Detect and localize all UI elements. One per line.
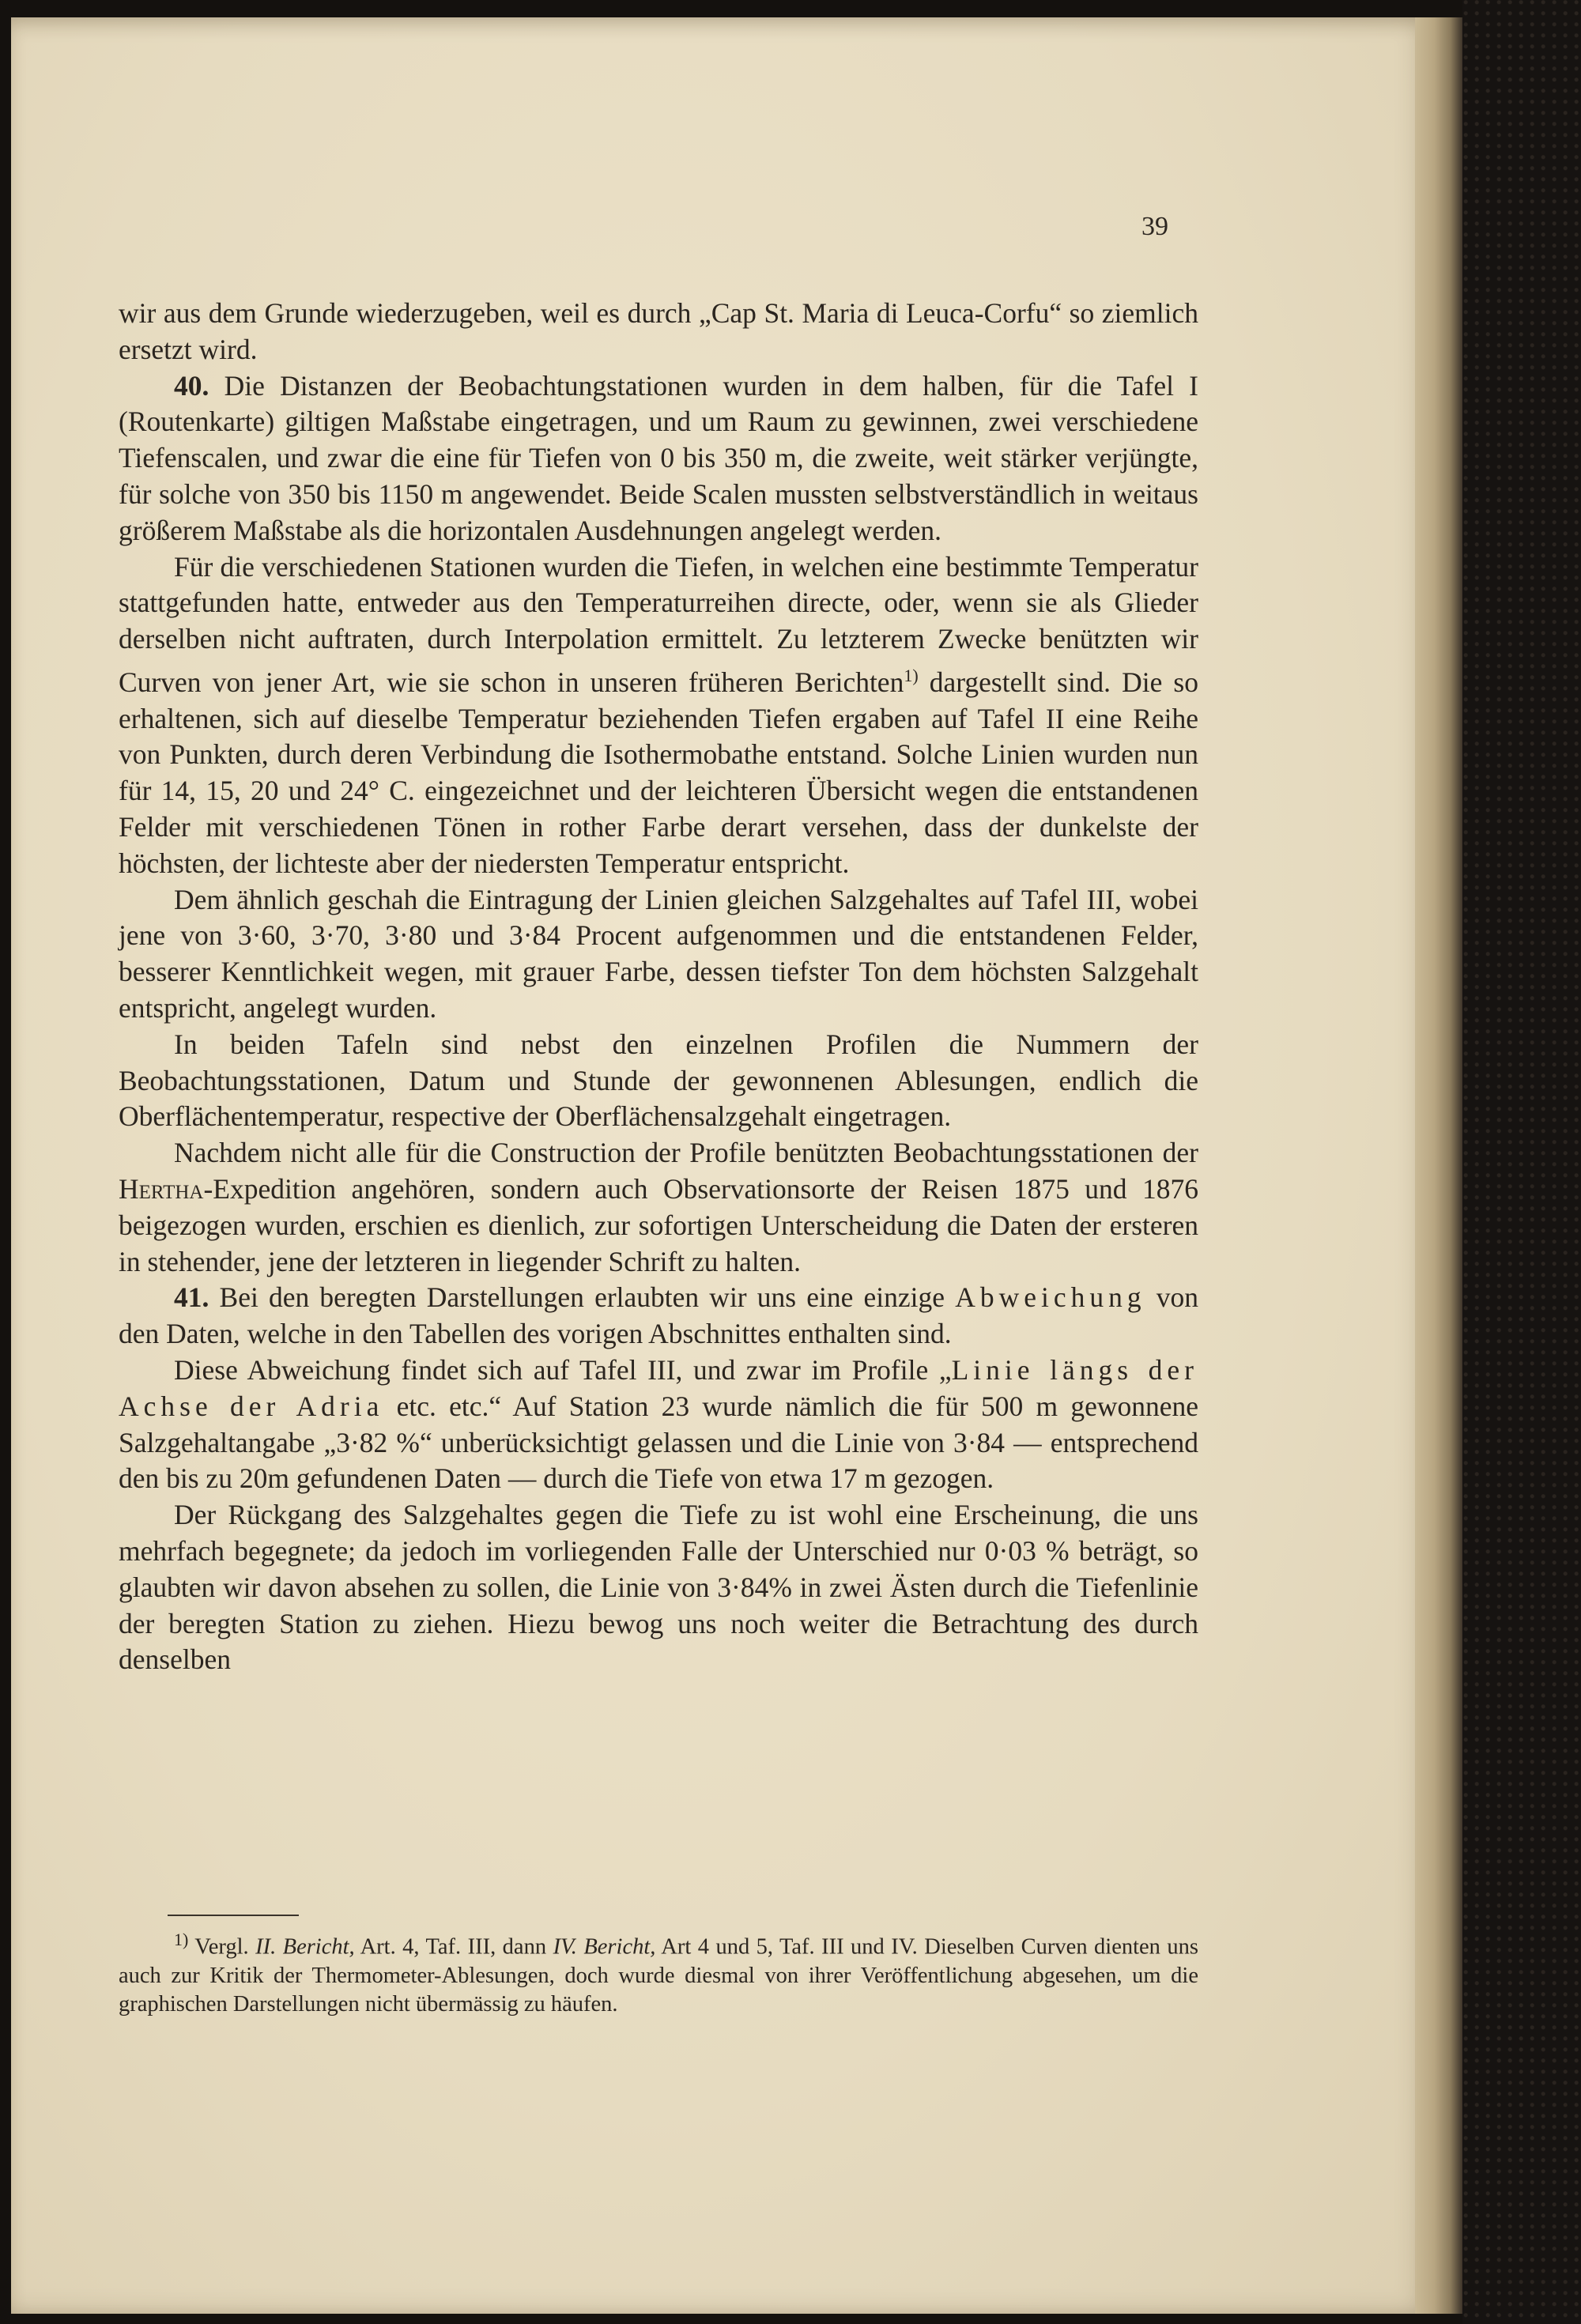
paragraph-construction bbox=[119, 1135, 1198, 1280]
book-cover-edge bbox=[1462, 0, 1581, 2324]
footnote-text: Art 4 und 5, Taf. III und IV. Dieselben Curven dienten uns auch zur Kritik der Thermometer-Ablesungen, doch wurde diesmal von ihrer Veröffentlichung abgesehen, um die graphischen Darstellungen nicht übermässig zu häufen. bbox=[119, 1934, 1198, 2017]
footnote-reference: II. Bericht, bbox=[255, 1934, 355, 1960]
paragraph-deviation bbox=[119, 1353, 1198, 1497]
paragraph-text: etc. etc.“ Auf Station 23 wurde nämlich die für 500 m gewonnene Salzgehaltangabe „3·82 %“ unberücksichtigt gelassen und die Linie von 3·84 — entsprechend den bis zu 20m gefundenen Daten — durch die Tiefe von etwa 17 m gezogen. bbox=[119, 1390, 1199, 1495]
body-text bbox=[119, 296, 1198, 1678]
paragraph-text: wir aus dem Grunde wiederzugeben, weil es durch „Cap St. Maria di Leuca-Corfu“ so ziemlich ersetzt wird. bbox=[119, 297, 1198, 365]
paragraph-text: -Expedition angehören, sondern auch Observationsorte der Reisen 1875 und 1876 beigezogen wurden, erschien es dienlich, zur sofortigen Unterscheidung die Daten der ersteren in stehender, jene der letzteren in liegender Schrift zu halten. bbox=[119, 1172, 1198, 1277]
paragraph-stations bbox=[119, 549, 1198, 882]
paragraph-section-40 bbox=[119, 368, 1198, 549]
section-number: 40. bbox=[174, 369, 209, 402]
footnote-label: 1) bbox=[174, 1930, 189, 1949]
paragraph-text: Der Rückgang des Salzgehaltes gegen die Tiefe zu ist wohl eine Erscheinung, die uns mehrfach begegnete; da jedoch im vorliegenden Falle der Unterschied nur 0·03 % beträgt, so glaubten wir davon absehen zu sollen, die Linie von 3·84% in zwei Ästen durch die Tiefenlinie der beregten Station zu ziehen. Hiezu bewog uns noch weiter die Betrachtung des durch denselben bbox=[119, 1499, 1198, 1676]
paragraph-profiles bbox=[119, 1027, 1198, 1135]
ship-name-hertha: Hertha bbox=[119, 1172, 204, 1205]
footnote-reference: IV. Bericht, bbox=[553, 1934, 656, 1960]
paragraph-text: dargestellt sind. Die so erhaltenen, sich auf dieselbe Temperatur beziehenden Tiefen ergaben auf Tafel II eine Reihe von Punkten, durch deren Verbindung die Isothermobathe entstand. Solche Linien wurden nun für 14, 15, 20 und 24° C. eingezeichnet und der leichteren Übersicht wegen die entstandenen Felder mit verschiedenen Tönen in rother Farbe derart versehen, dass der dunkelste der höchsten, der lichteste aber der niedersten Temperatur entspricht. bbox=[119, 666, 1198, 879]
paragraph-text: von den Daten, welche in den Tabellen des vorigen Abschnittes enthalten sind. bbox=[119, 1281, 1199, 1350]
paragraph-decline bbox=[119, 1497, 1198, 1678]
page-number: 39 bbox=[1141, 212, 1168, 241]
paragraph-text: In beiden Tafeln sind nebst den einzelnen Profilen die Nummern der Beobachtungsstationen, Datum und Stunde der gewonnenen Ablesungen, endlich die Oberflächentemperatur, respective der Oberflächensalzgehalt eingetragen. bbox=[119, 1028, 1198, 1133]
footnote-text: Vergl. bbox=[194, 1934, 249, 1960]
paragraph-section-41 bbox=[119, 1280, 1198, 1353]
paragraph-text: Für die verschiedenen Stationen wurden die Tiefen, in welchen eine bestimmte Temperatur stattgefunden hatte, entweder aus den Temperaturreihen directe, oder, wenn sie als Glieder derselben nicht auftraten, durch Interpolation ermittelt. Zu letzterem Zwecke benützten wir Curven von jener Art, wie sie schon in unseren früheren Berichten bbox=[119, 550, 1198, 698]
paragraph-continuation bbox=[119, 296, 1198, 368]
paragraph-text: Diese Abweichung findet sich auf Tafel III, und zwar im Profile „ bbox=[174, 1353, 952, 1386]
paragraph-salinity bbox=[119, 882, 1198, 1027]
paragraph-text: Nachdem nicht alle für die Construction der Profile benützten Beobachtungsstationen der bbox=[174, 1137, 1198, 1169]
paragraph-text: Die Distanzen der Beobachtungstationen wurden in dem halben, für die Tafel I (Routenkarte) giltigen Maßstabe eingetragen, und um Raum zu gewinnen, zwei verschiedene Tiefenscalen, und zwar die eine für Tiefen von 0 bis 350 m, die zweite, weit stärker verjüngte, für solche von 350 bis 1150 m angewendet. Beide Scalen mussten selbstverständlich in weitaus größerem Maßstabe als die horizontalen Ausdehnungen angelegt werden. bbox=[119, 369, 1199, 546]
page-gutter bbox=[1415, 17, 1462, 2314]
footnote-1 bbox=[119, 1926, 1198, 2019]
footnote-divider bbox=[168, 1915, 299, 1916]
paragraph-text: Bei den beregten Darstellungen erlaubten wir uns eine einzige bbox=[219, 1281, 945, 1314]
footnotes bbox=[119, 1926, 1198, 2019]
footnote-marker: 1) bbox=[904, 665, 919, 685]
emphasis-linie-laengs: Linie längs der Achse der Adria bbox=[119, 1353, 1198, 1422]
paragraph-text: Dem ähnlich geschah die Eintragung der Linien gleichen Salzgehaltes auf Tafel III, wobei jene von 3·60, 3·70, 3·80 und 3·84 Procent aufgenommen und die entstandenen Felder, besserer Kenntlichkeit wegen, mit grauer Farbe, dessen tiefster Ton dem höchsten Salzgehalt entspricht, angelegt wurden. bbox=[119, 883, 1198, 1024]
section-number: 41. bbox=[174, 1281, 209, 1314]
emphasis-abweichung: Abweichung bbox=[955, 1281, 1146, 1314]
footnote-text: Art. 4, Taf. III, dann bbox=[360, 1934, 547, 1960]
